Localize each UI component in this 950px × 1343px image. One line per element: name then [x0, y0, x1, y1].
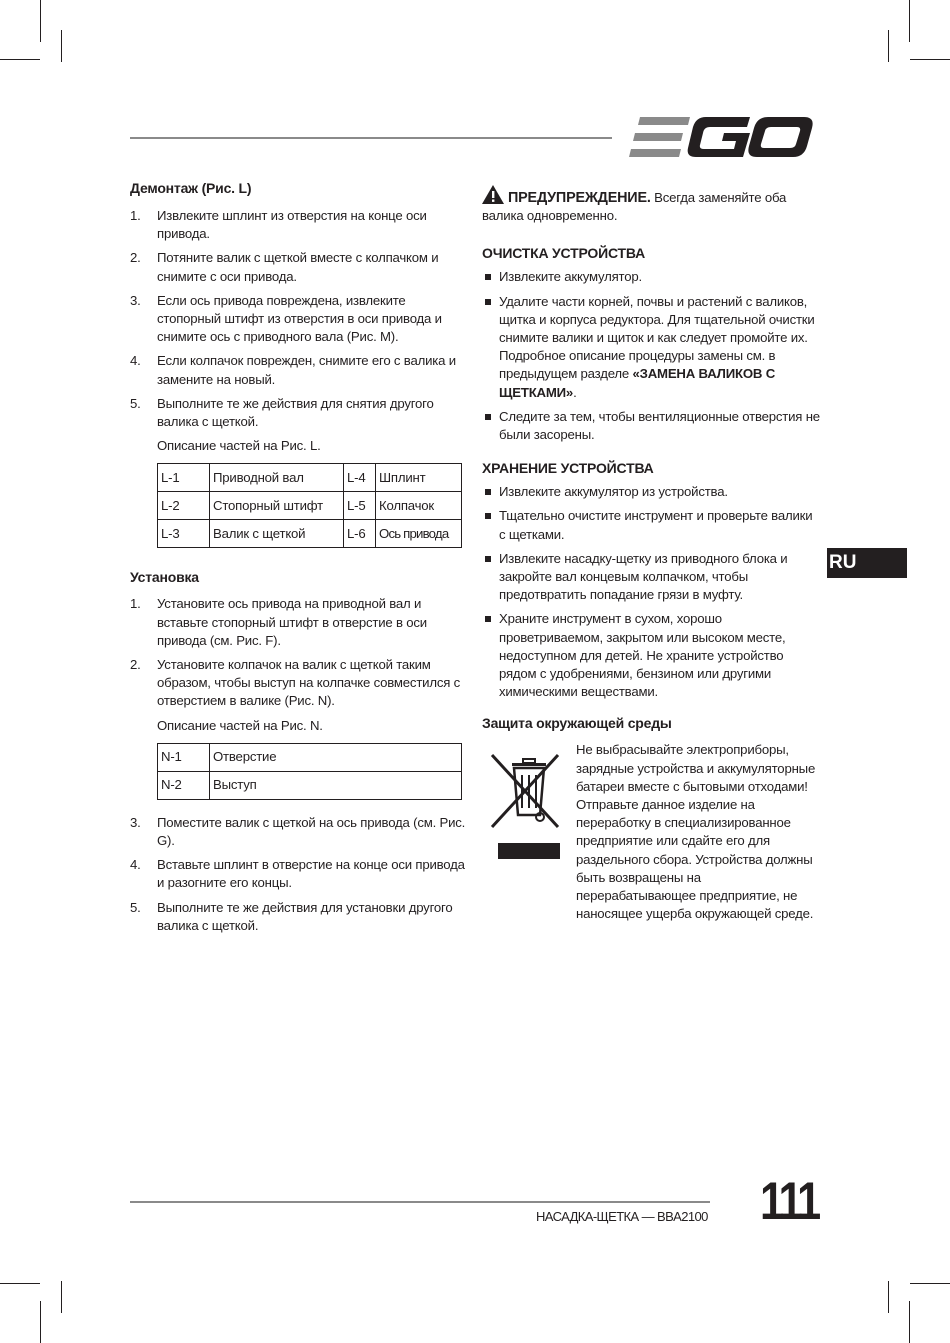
removal-steps [130, 207, 470, 431]
bullet-icon [485, 513, 491, 519]
header-rule [130, 137, 612, 139]
bullet-icon [485, 299, 491, 305]
environment-heading: Защита окружающей среды [482, 715, 672, 732]
crop-mark [40, 1301, 41, 1343]
page-number: 111 [760, 1172, 818, 1231]
footer-title: НАСАДКА-ЩЕТКА — BBA2100 [536, 1209, 708, 1224]
crop-mark [0, 1283, 40, 1284]
list-item: 5. Выполните те же действия для снятия другого валика с щеткой. [130, 395, 434, 430]
crop-mark [910, 59, 950, 60]
language-tab: RU [827, 548, 907, 578]
bullet-icon [485, 414, 491, 420]
install-steps-b [130, 814, 470, 935]
warning-triangle-icon [482, 185, 504, 204]
crop-mark [909, 0, 910, 42]
list-item: Извлеките аккумулятор. [482, 268, 820, 286]
removal-heading: Демонтаж (Рис. L) [130, 180, 252, 196]
bullet-icon [485, 489, 491, 495]
list-item: Извлеките насадку-щетку из приводного блока и закройте вал концевым колпачком, чтобы предотвратить попадание грязи в муфту. [482, 550, 820, 605]
list-item: 3. Если ось привода повреждена, извлеките стопорный штифт из отверстия в оси привода и снимите ось с приводного вала (Рис. M). [130, 292, 442, 345]
cleaning-list [482, 268, 820, 444]
install-heading: Установка [130, 569, 199, 586]
crop-mark [888, 1281, 889, 1313]
crop-mark [40, 0, 41, 42]
parts-caption-n: Описание частей на Рис. N. [157, 717, 323, 733]
left-column [130, 178, 470, 941]
crop-mark [61, 1281, 62, 1313]
crop-mark [61, 30, 62, 62]
crop-mark [0, 59, 40, 60]
crop-mark [910, 1283, 950, 1284]
storage-list [482, 483, 820, 701]
parts-table-n [157, 743, 462, 800]
crop-mark [909, 1301, 910, 1343]
ego-logo [628, 115, 814, 159]
parts-caption-l: Описание частей на Рис. L. [157, 438, 321, 454]
bullet-icon [485, 616, 491, 622]
right-column [482, 185, 820, 924]
table-row: L-2 Стопорный штифт L-5 Колпачок [158, 492, 462, 520]
environment-block [482, 741, 820, 923]
environment-text: Не выбрасывайте электроприборы, зарядные устройства и аккумуляторные батареи вместе с бытовыми отходами! Отправьте данное изделие на переработку в специализированное предприятие или сдайте его для раздельного сбора. Устройства должны быть возвращены на перерабатывающее предприятие, не наносящее ущерба окружающей среде. [576, 742, 816, 922]
list-item: 2. Установите колпачок на валик с щеткой таким образом, чтобы выступ на колпачке совместился с отверстием в валике (Рис. N). [130, 657, 461, 709]
list-item: Храните инструмент в сухом, хорошо проветриваемом, закрытом или высоком месте, недоступном для детей. Не храните устройство рядом с удобрениями, бензином или другими химическими веществами. [482, 610, 820, 701]
cleaning-heading: ОЧИСТКА УСТРОЙСТВА [482, 245, 646, 262]
list-item: Удалите части корней, почвы и растений с валиков, щитка и корпуса редуктора. Для тщательной очистки снимите валики и щиток и как следует промойте их. Подробное описание процедуры замены см. в предыдущем разделе «ЗАМЕНА ВАЛИКОВ С ЩЕТКАМИ». [482, 293, 820, 402]
table-row: N-1 Отверстие [158, 743, 462, 771]
warning-note: ПРЕДУПРЕЖДЕНИЕ. Всегда заменяйте оба валика одновременно. [482, 185, 820, 225]
bullet-icon [485, 274, 491, 280]
list-item: 4. Вставьте шплинт в отверстие на конце оси привода и разогните его концы. [130, 857, 465, 891]
list-item: 1. Установите ось привода на приводной вал и вставьте стопорный штифт в отверстие в оси привода (см. Рис. F). [130, 596, 427, 648]
list-item: Извлеките аккумулятор из устройства. [482, 483, 820, 501]
table-row: L-3 Валик с щеткой L-6 Ось привода [158, 520, 462, 548]
crop-mark [888, 30, 889, 62]
weee-crossed-bin-icon [490, 753, 566, 861]
list-item: 1. Извлеките шплинт из отверстия на конце оси привода. [130, 208, 427, 242]
list-item: Тщательно очистите инструмент и проверьте валики с щетками. [482, 507, 820, 543]
list-item: Следите за тем, чтобы вентиляционные отверстия не были засорены. [482, 408, 820, 444]
storage-heading: ХРАНЕНИЕ УСТРОЙСТВА [482, 460, 654, 477]
parts-table-l [157, 463, 462, 548]
install-steps-a [130, 595, 470, 710]
table-row: L-1 Приводной вал L-4 Шплинт [158, 464, 462, 492]
list-item: 3. Поместите валик с щеткой на ось привода (см. Рис. G). [130, 814, 466, 849]
footer-rule [130, 1201, 710, 1203]
list-item: 5. Выполните те же действия для установки другого валика с щеткой. [130, 899, 453, 933]
bullet-icon [485, 556, 491, 562]
list-item: 4. Если колпачок поврежден, снимите его с валика и замените на новый. [130, 353, 456, 387]
table-row: N-2 Выступ [158, 771, 462, 799]
list-item: 2. Потяните валик с щеткой вместе с колпачком и снимите с оси привода. [130, 250, 439, 284]
